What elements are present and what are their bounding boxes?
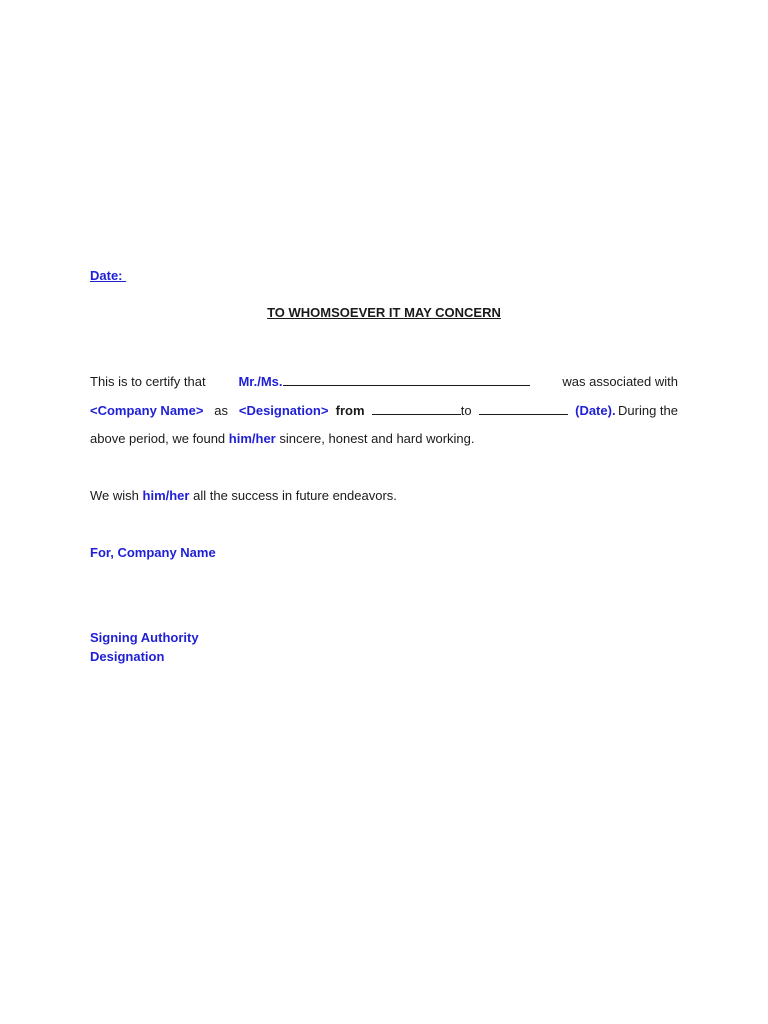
for-company-block (90, 539, 678, 568)
designation-label: Designation (90, 649, 165, 664)
him-her-placeholder: him/her (228, 431, 276, 446)
signature-block (90, 628, 199, 666)
wishes-paragraph (90, 482, 678, 511)
name-blank (283, 373, 530, 386)
we-wish-text: We wish (90, 488, 139, 503)
from-text: from (335, 402, 365, 418)
paragraph-line-2 (90, 397, 678, 426)
paragraph-line-3 (90, 425, 678, 454)
letter-heading: TO WHOMSOEVER IT MAY CONCERN (267, 305, 501, 320)
designation-placeholder: <Designation> (238, 402, 329, 418)
as-text: as (214, 402, 229, 418)
for-company-label: For, Company Name (90, 545, 216, 560)
qualities-text: sincere, honest and hard working. (279, 431, 475, 446)
certification-paragraph (90, 368, 678, 454)
wishes-line (90, 482, 678, 511)
to-text: to (460, 402, 472, 418)
date-label: Date: (90, 268, 127, 283)
name-field-group (238, 368, 529, 397)
letter-heading-container (0, 305, 768, 320)
company-group (90, 397, 616, 426)
success-text: all the success in future endeavors. (193, 488, 397, 503)
signing-authority-label: Signing Authority (90, 630, 199, 645)
paragraph-line-1 (90, 368, 678, 397)
above-period-text: above period, we found (90, 431, 226, 446)
from-date-blank (372, 402, 461, 415)
during-text: During the (618, 402, 678, 418)
certify-text-2: was associated with (562, 374, 678, 389)
mr-ms-placeholder: Mr./Ms. (238, 374, 283, 389)
certify-text-1: This is to certify that (90, 374, 206, 389)
to-date-blank (479, 402, 568, 415)
date-placeholder: (Date). (575, 402, 616, 418)
him-her-placeholder-2: him/her (142, 488, 190, 503)
company-name-placeholder: <Company Name> (90, 402, 204, 418)
